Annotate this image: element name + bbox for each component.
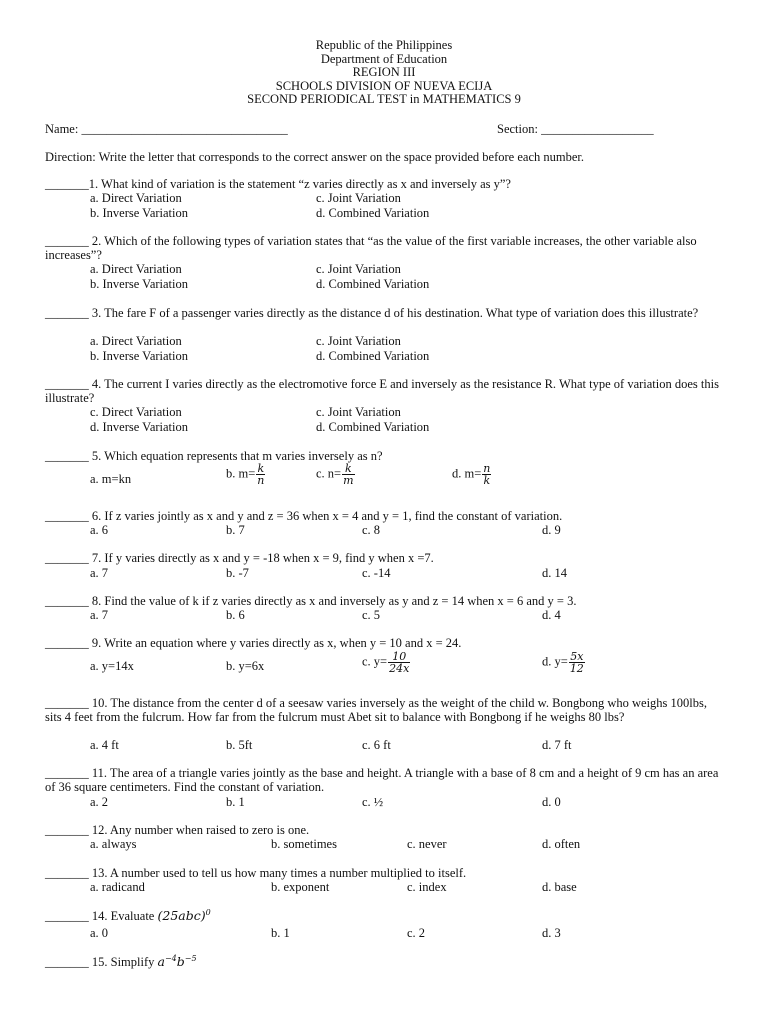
option-2c: c. Joint Variation [316,262,401,276]
option-11c: c. ½ [362,795,384,809]
option-7a: a. 7 [90,566,109,580]
option-4b: d. Inverse Variation [90,420,189,434]
option-2b: b. Inverse Variation [90,277,189,291]
option-7b: b. -7 [226,566,249,580]
option-1a: a. Direct Variation [90,191,182,205]
option-9b: b. y=6x [226,659,265,673]
fraction-denominator: n [257,474,265,487]
option-12a: a. always [90,837,137,851]
question-15 [45,955,197,969]
question-5: _______ 5. Which equation represents that m varies inversely as n? [45,449,383,463]
math-exponent: 0 [205,907,211,917]
option-7d: d. 14 [542,566,567,580]
option-8d: d. 4 [542,608,561,622]
name-field: Name: _________________________________ [45,122,288,136]
question-10: _______ 10. The distance from the center d of a seesaw varies inversely as the weight of the child w. Bongbong who weighs 100lbs, sits 4 feet from the fulcrum. How far from the fulcrum must Abet sit to balance with Bongbong if he weighs 80 lbs? [45,696,707,724]
option-10d: d. 7 ft [542,738,572,752]
option-9d-label: d. y= [542,654,568,669]
fraction [569,651,585,674]
option-13a: a. radicand [90,880,145,894]
question-2: _______ 2. Which of the following types of variation states that “as the value of the first variable increases, the other variable also increases”? [45,234,697,262]
option-13b: b. exponent [271,880,330,894]
option-3a: a. Direct Variation [90,334,182,348]
option-4a: c. Direct Variation [90,405,182,419]
option-11b: b. 1 [226,795,245,809]
question-1: _______1. What kind of variation is the statement “z varies directly as x and inversely as y”? [45,177,511,191]
option-1c: c. Joint Variation [316,191,401,205]
option-5d-label: d. m= [452,466,482,481]
document-header [0,39,768,107]
question-15-text: _______ 15. Simplify [45,955,158,969]
header-line-1: Republic of the Philippines [315,38,453,52]
option-7c: c. -14 [362,566,391,580]
option-12d: d. often [542,837,581,851]
option-10b: b. 5ft [226,738,253,752]
fraction-numerator: k [257,462,265,475]
option-4d: d. Combined Variation [316,420,430,434]
option-3d: d. Combined Variation [316,349,430,363]
fraction [256,463,265,486]
option-1b: b. Inverse Variation [90,206,189,220]
math-exponent-b: −5 [184,953,197,963]
math-exponent-a: −4 [164,953,177,963]
option-12b: b. sometimes [271,837,337,851]
option-5d [452,463,491,486]
question-14-text: _______ 14. Evaluate [45,909,158,923]
fraction-numerator: k [344,462,352,475]
fraction-numerator: n [483,462,491,475]
option-10a: a. 4 ft [90,738,119,752]
option-8b: b. 6 [226,608,245,622]
fraction-numerator: 10 [392,650,407,663]
question-8: _______ 8. Find the value of k if z varies directly as x and inversely as y and z = 14 when x = 6 and y = 3. [45,594,577,608]
question-13: _______ 13. A number used to tell us how many times a number multiplied to itself. [45,866,467,880]
option-9c [362,651,410,674]
math-expression: (25abc) [157,908,206,923]
question-6: _______ 6. If z varies jointly as x and y and z = 36 when x = 4 and y = 1, find the constant of variation. [45,509,563,523]
option-5b-label: b. m= [226,466,256,481]
option-9d [542,651,585,674]
question-3: _______ 3. The fare F of a passenger varies directly as the distance d of his destination. What type of variation does this illustrate? [45,306,699,320]
fraction-denominator: k [483,474,491,487]
header-line-2: Department of Education [320,51,448,66]
fraction [342,463,354,486]
fraction-numerator: 5x [570,650,584,663]
option-14d: d. 3 [542,926,561,940]
option-9a: a. y=14x [90,659,134,673]
option-6b: b. 7 [226,523,245,537]
option-5b [226,463,265,486]
option-14b: b. 1 [271,926,290,940]
fraction [388,651,410,674]
question-7: _______ 7. If y varies directly as x and y = -18 when x = 9, find y when x =7. [45,551,434,565]
question-4: _______ 4. The current I varies directly as the electromotive force E and inversely as the resistance R. What type of variation does this illustrate? [45,377,719,405]
fraction-denominator: 24x [389,662,410,675]
option-11a: a. 2 [90,795,109,809]
option-5a: a. m=kn [90,472,132,486]
question-9: _______ 9. Write an equation where y varies directly as x, when y = 10 and x = 24. [45,636,462,650]
option-2d: d. Combined Variation [316,277,430,291]
option-6a: a. 6 [90,523,109,537]
option-8a: a. 7 [90,608,109,622]
question-11: _______ 11. The area of a triangle varies jointly as the base and height. A triangle with a base of 8 cm and a height of 9 cm has an area of 36 square centimeters. Find the constant of variation. [45,766,719,794]
option-1d: d. Combined Variation [316,206,430,220]
option-5c-label: c. n= [316,466,342,481]
header-line-4: SCHOOLS DIVISION OF NUEVA ECIJA [275,78,493,93]
option-14a: a. 0 [90,926,109,940]
fraction-denominator: m [343,474,354,487]
option-8c: c. 5 [362,608,381,622]
option-4c: c. Joint Variation [316,405,401,419]
option-6c: c. 8 [362,523,381,537]
option-6d: d. 9 [542,523,561,537]
option-12c: c. never [407,837,447,851]
math-base-b: b [176,954,185,969]
math-base-a: a [157,954,165,969]
option-9c-label: c. y= [362,654,388,669]
header-line-5: SECOND PERIODICAL TEST in MATHEMATICS 9 [247,92,521,106]
option-13c: c. index [407,880,447,894]
option-10c: c. 6 ft [362,738,391,752]
option-5c [316,463,355,486]
fraction [482,463,491,486]
option-13d: d. base [542,880,577,894]
section-field: Section: __________________ [497,122,654,136]
question-14 [45,909,211,923]
header-line-3: REGION III [352,65,416,79]
option-3b: b. Inverse Variation [90,349,189,363]
question-12: _______ 12. Any number when raised to zero is one. [45,823,310,837]
direction-text: Direction: Write the letter that corresponds to the correct answer on the space provided before each number. [45,150,584,164]
option-2a: a. Direct Variation [90,262,182,276]
option-11d: d. 0 [542,795,561,809]
fraction-denominator: 12 [569,662,584,675]
option-3c: c. Joint Variation [316,334,401,348]
option-14c: c. 2 [407,926,426,940]
